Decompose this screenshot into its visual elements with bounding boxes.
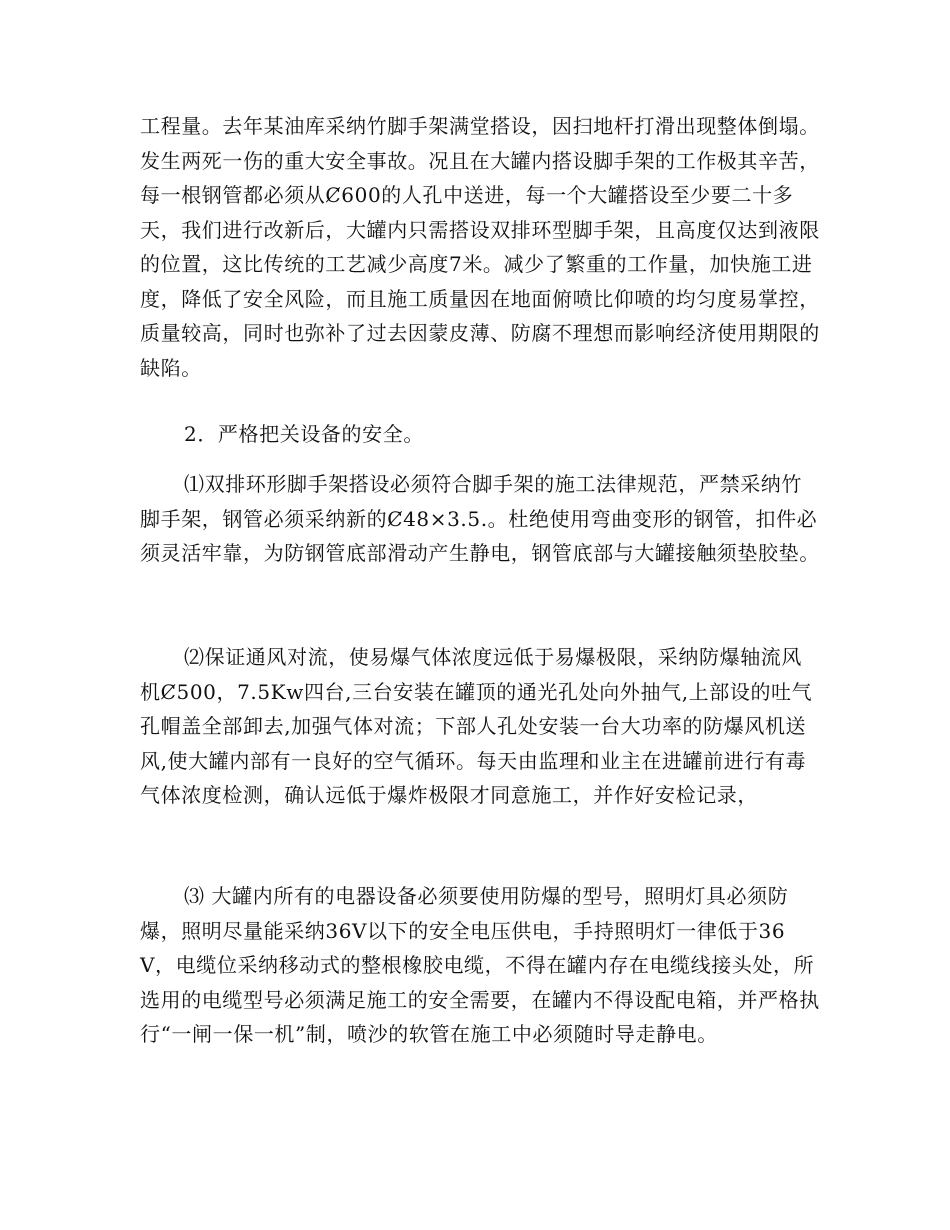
- paragraph-item-2: ⑵保证通风对流，使易爆气体浓度远低于易爆极限，采纳防爆轴流风机Ȼ500，7.5Kw四台,三台安装在罐顶的通光孔处向外抽气,上部设的吐气孔帽盖全部卸去,加强气体对流；下部人孔处安装一台大功率的防爆风机送风,使大罐内部有一良好的空气循环。每天由监理和业主在进罐前进行有毒气体浓度检测，确认远低于爆炸极限才同意施工，并作好安检记录，: [140, 645, 813, 807]
- section-heading: 2．严格把关设备的安全。: [184, 422, 424, 446]
- paragraph-continuation: 工程量。去年某油库采纳竹脚手架满堂搭设，因扫地杆打滑出现整体倒塌。发生两死一伤的重大安全事故。况且在大罐内搭设脚手架的工作极其辛苦，每一根钢管都必须从Ȼ600的人孔中送进，每一个大罐搭设至少要二十多天，我们进行改新后，大罐内只需搭设双排环型脚手架，且高度仅达到液限的位置，这比传统的工艺减少高度7米。减少了繁重的工作量，加快施工进度，降低了安全风险，而且施工质量因在地面俯喷比仰喷的均匀度易掌控，质量较高，同时也弥补了过去因蒙皮薄、防腐不理想而影响经济使用期限的缺陷。: [140, 114, 820, 380]
- paragraph-item-3: ⑶ 大罐内所有的电器设备必须要使用防爆的型号，照明灯具必须防爆，照明尽量能采纳36V以下的安全电压供电，手持照明灯一律低于36V，电缆位采纳移动式的整根橡胶电缆，不得在罐内存在电缆线接头处，所选用的电缆型号必须满足施工的安全需要，在罐内不得设配电箱，并严格执行“一闸一保一机”制，喷沙的软管在施工中必须随时导走静电。: [140, 884, 820, 1046]
- paragraph-item-1: ⑴双排环形脚手架搭设必须符合脚手架的施工法律规范，严禁采纳竹脚手架，钢管必须采纳新的Ȼ48×3.5.。杜绝使用弯曲变形的钢管，扣件必须灵活牢靠，为防钢管底部滑动产生静电，钢管底部与大罐接触须垫胶垫。: [140, 472, 820, 565]
